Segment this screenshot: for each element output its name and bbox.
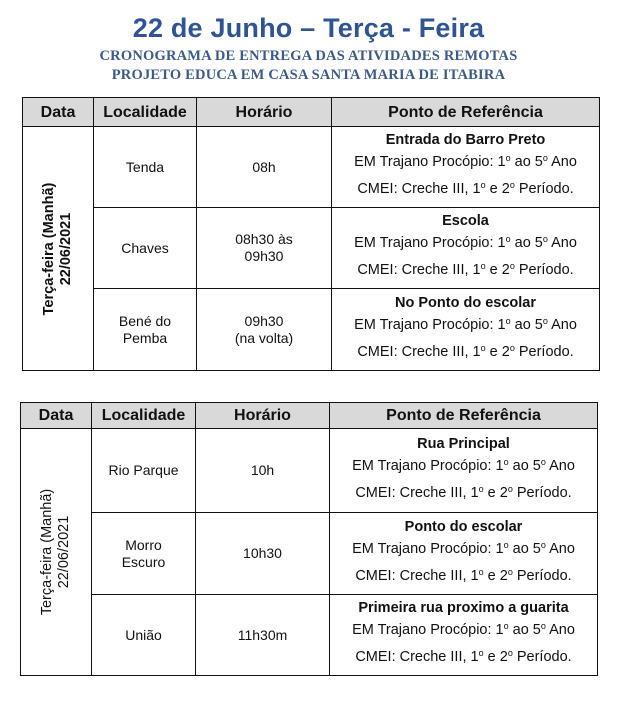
table-row (23, 289, 600, 371)
text-fragment: Período. (512, 484, 572, 501)
horario-text: 10h (250, 462, 275, 478)
em-line (332, 230, 599, 257)
table-row (23, 208, 600, 289)
table-row (23, 127, 600, 208)
weekday-shift: Terça-feira (Manhã) (41, 182, 57, 315)
ponto-title: Escola (442, 213, 489, 229)
column-header-data: Data (21, 403, 92, 429)
column-header-localidade: Localidade (92, 403, 196, 429)
text-fragment: EM Trajano Procópio: 1 (354, 235, 506, 251)
schedule-table-1 (22, 97, 600, 371)
text-fragment: EM Trajano Procópio: 1 (354, 316, 506, 333)
horario-text: 09h30 (244, 248, 284, 264)
table-header-row (23, 98, 600, 127)
ordinal-indicator: o (503, 539, 509, 550)
text-fragment: Período. (514, 181, 574, 197)
ponto-cell (330, 513, 598, 595)
ordinal-indicator: o (478, 483, 484, 494)
text-fragment: Período. (514, 262, 574, 278)
localidade-text: Pemba (122, 329, 168, 346)
horario-cell (196, 595, 330, 676)
text-fragment: CMEI: Creche III, 1 (357, 262, 481, 278)
cmei-line (332, 339, 599, 366)
localidade-text: Tenda (125, 158, 165, 175)
text-fragment: Ano (545, 540, 575, 557)
text-fragment: CMEI: Creche III, 1 (357, 343, 481, 360)
table-row (21, 513, 598, 595)
ordinal-indicator: o (507, 648, 513, 658)
localidade-cell (94, 208, 197, 289)
text-fragment: Período. (514, 343, 574, 360)
ordinal-indicator: o (542, 315, 548, 326)
ordinal-indicator: o (540, 621, 546, 631)
localidade-cell (92, 595, 196, 676)
text-fragment: CMEI: Creche III, 1 (355, 567, 479, 584)
ordinal-indicator: o (542, 153, 548, 163)
ordinal-indicator: o (480, 180, 486, 190)
horario-text: 10h30 (243, 545, 282, 561)
text-fragment: e 2 (483, 567, 508, 584)
ponto-cell (332, 208, 600, 289)
em-line (330, 453, 597, 480)
ordinal-indicator: o (507, 566, 513, 577)
localidade-text: Rio Parque (108, 462, 179, 478)
horario-text: 08h (252, 158, 276, 175)
localidade-text: Morro (125, 536, 162, 553)
horario-cell (196, 513, 330, 595)
localidade-cell (94, 289, 197, 371)
ordinal-indicator: o (542, 234, 548, 244)
text-fragment: EM Trajano Procópio: 1 (354, 154, 506, 170)
text-fragment: e 2 (483, 649, 508, 665)
localidade-cell (92, 429, 196, 513)
text-fragment: EM Trajano Procópio: 1 (352, 457, 504, 474)
text-fragment: EM Trajano Procópio: 1 (352, 622, 504, 638)
ordinal-indicator: o (509, 261, 515, 271)
date-label (39, 489, 73, 616)
ordinal-indicator: o (505, 315, 511, 326)
ordinal-indicator: o (507, 483, 513, 494)
text-fragment: ao 5 (508, 622, 541, 638)
text-fragment: ao 5 (510, 235, 543, 251)
table-header-row (21, 403, 598, 429)
text-fragment: e 2 (485, 262, 510, 278)
ponto-cell (330, 595, 598, 676)
text-fragment: CMEI: Creche III, 1 (357, 181, 481, 197)
column-header-data: Data (23, 98, 94, 127)
ponto-cell (332, 289, 600, 371)
date-cell (23, 127, 94, 371)
text-fragment: Período. (512, 567, 572, 584)
cmei-line (332, 257, 599, 284)
text-fragment: Ano (547, 235, 577, 251)
horario-cell (197, 127, 332, 208)
ponto-cell (332, 127, 600, 208)
text-fragment: ao 5 (508, 540, 541, 557)
ponto-title: Rua Principal (417, 435, 510, 452)
ordinal-indicator: o (503, 621, 509, 631)
localidade-text: Bené do (118, 312, 172, 329)
cmei-line (330, 480, 597, 507)
column-header-localidade: Localidade (94, 98, 197, 127)
em-line (332, 312, 599, 339)
text-fragment: Ano (545, 622, 575, 638)
ordinal-indicator: o (509, 342, 515, 353)
text-fragment: e 2 (485, 181, 510, 197)
text-fragment: CMEI: Creche III, 1 (355, 649, 479, 665)
text-fragment: EM Trajano Procópio: 1 (352, 540, 504, 557)
column-header-ponto: Ponto de Referência (330, 403, 598, 429)
ordinal-indicator: o (503, 456, 509, 467)
ponto-title: Ponto do escolar (404, 518, 523, 535)
ordinal-indicator: o (505, 234, 511, 244)
horario-text: 09h30 (244, 312, 284, 329)
table-row (21, 595, 598, 676)
text-fragment: ao 5 (510, 154, 543, 170)
column-header-horario: Horário (196, 403, 330, 429)
column-header-horario: Horário (197, 98, 332, 127)
date-value: 22/06/2021 (58, 212, 74, 285)
text-fragment: Ano (545, 457, 575, 474)
cmei-line (330, 644, 597, 671)
ponto-title: No Ponto do escolar (395, 294, 536, 311)
em-line (330, 536, 597, 563)
ordinal-indicator: o (480, 261, 486, 271)
ordinal-indicator: o (478, 648, 484, 658)
ordinal-indicator: o (480, 342, 486, 353)
text-fragment: Período. (512, 649, 572, 665)
weekday-shift: Terça-feira (Manhã) (39, 488, 55, 616)
em-line (330, 617, 597, 644)
ponto-title: Entrada do Barro Preto (385, 132, 546, 148)
ordinal-indicator: o (505, 153, 511, 163)
subtitle-project: PROJETO EDUCA EM CASA SANTA MARIA DE ITABIRA (111, 67, 506, 83)
em-line (332, 149, 599, 176)
ponto-title: Primeira rua proximo a guarita (358, 600, 569, 616)
horario-text: 11h30m (237, 626, 288, 643)
localidade-text: Chaves (121, 239, 169, 256)
text-fragment: Ano (547, 154, 577, 170)
date-cell (21, 429, 92, 676)
subtitle-schedule: CRONOGRAMA DE ENTREGA DAS ATIVIDADES REMOTAS (99, 48, 518, 64)
text-fragment: e 2 (485, 343, 510, 360)
text-fragment: e 2 (483, 484, 508, 501)
ordinal-indicator: o (540, 539, 546, 550)
text-fragment: CMEI: Creche III, 1 (355, 484, 479, 501)
ordinal-indicator: o (509, 180, 515, 190)
horario-text: 08h30 às (235, 231, 293, 247)
table-row (21, 429, 598, 513)
horario-cell (197, 208, 332, 289)
horario-text: (na volta) (234, 329, 294, 346)
localidade-text: União (125, 626, 162, 643)
cmei-line (332, 176, 599, 203)
ordinal-indicator: o (478, 566, 484, 577)
text-fragment: ao 5 (508, 457, 541, 474)
localidade-cell (94, 127, 197, 208)
horario-cell (197, 289, 332, 371)
localidade-cell (92, 513, 196, 595)
text-fragment: ao 5 (510, 316, 543, 333)
text-fragment: Ano (547, 316, 577, 333)
date-label (41, 182, 75, 315)
horario-cell (196, 429, 330, 513)
page-title: 22 de Junho – Terça - Feira (132, 13, 485, 43)
ordinal-indicator: o (540, 456, 546, 467)
ponto-cell (330, 429, 598, 513)
cmei-line (330, 563, 597, 590)
column-header-ponto: Ponto de Referência (332, 98, 600, 127)
localidade-text: Escuro (121, 553, 166, 570)
schedule-table-2 (20, 402, 598, 676)
date-value: 22/06/2021 (56, 515, 72, 589)
